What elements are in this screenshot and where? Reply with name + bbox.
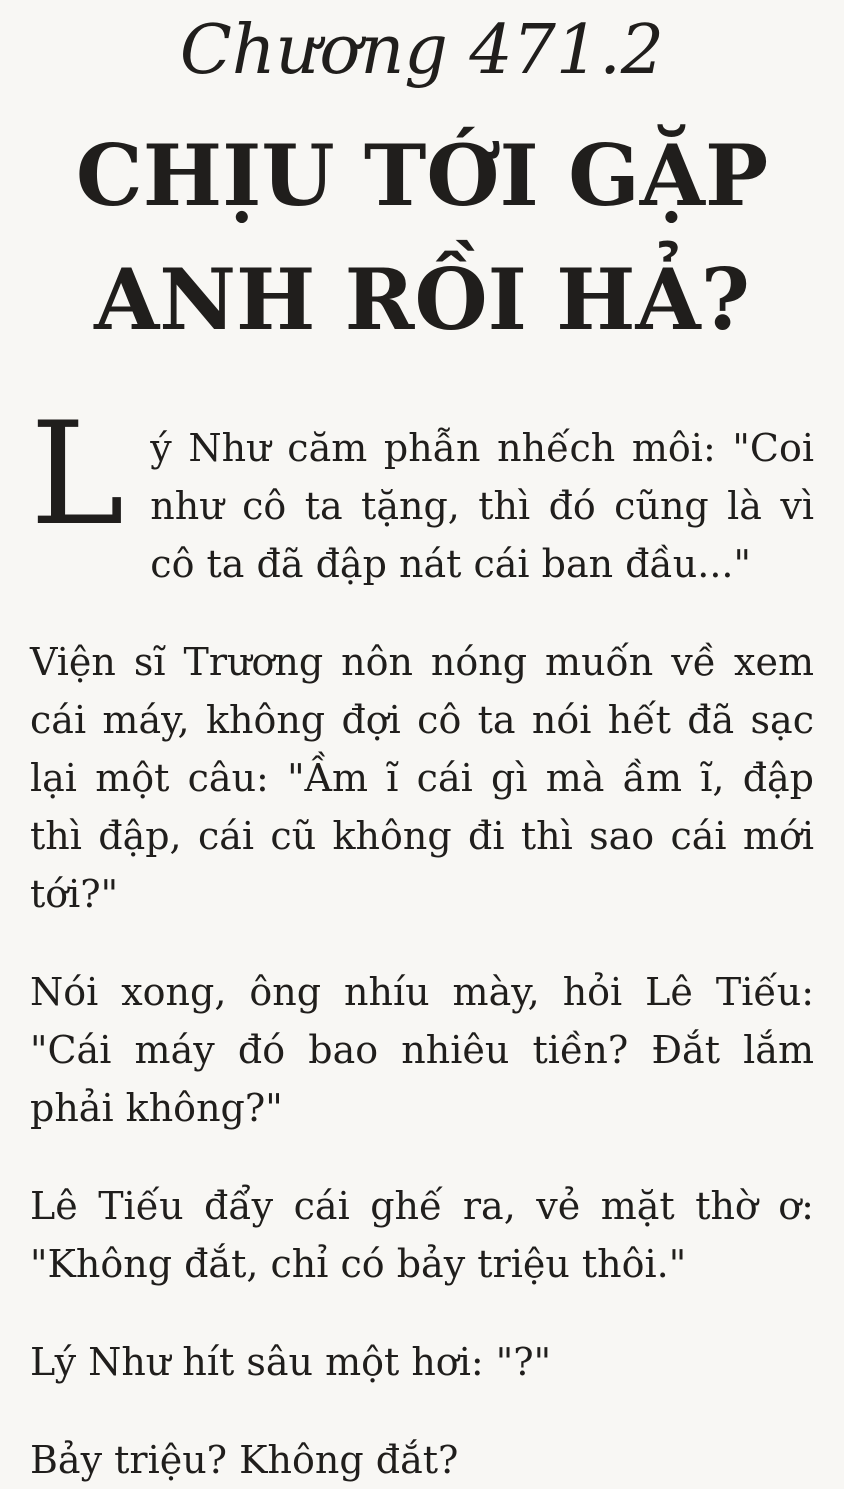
drop-cap: L (30, 392, 125, 557)
chapter-title-line-1: CHỊU TỚI GẶP (75, 126, 769, 225)
paragraph-2: Viện sĩ Trương nôn nóng muốn về xem cái máy, không đợi cô ta nói hết đã sạc lại một câu: "Ầm ĩ cái gì mà ầm ĩ, đập thì đập, cái cũ không đi thì sao cái mới tới?" (30, 640, 814, 916)
chapter-title-line-2: ANH RỒI HẢ? (94, 250, 750, 349)
chapter-content (30, 392, 814, 1489)
paragraph-6: Bảy triệu? Không đắt? (30, 1438, 459, 1482)
paragraph-1-text: ý Như căm phẫn nhếch môi: "Coi như cô ta tặng, thì đó cũng là vì cô ta đã đập nát cái ban đầu..." (150, 426, 814, 586)
chapter-number: Chương 471.2 (179, 11, 665, 90)
paragraph-1 (30, 392, 814, 593)
paragraph-3: Nói xong, ông nhíu mày, hỏi Lê Tiếu: "Cái máy đó bao nhiêu tiền? Đắt lắm phải không?" (30, 970, 814, 1130)
paragraph-5: Lý Như hít sâu một hơi: "?" (30, 1340, 552, 1384)
chapter-title (30, 114, 814, 362)
paragraph-4: Lê Tiếu đẩy cái ghế ra, vẻ mặt thờ ơ: "Không đắt, chỉ có bảy triệu thôi." (30, 1184, 814, 1286)
